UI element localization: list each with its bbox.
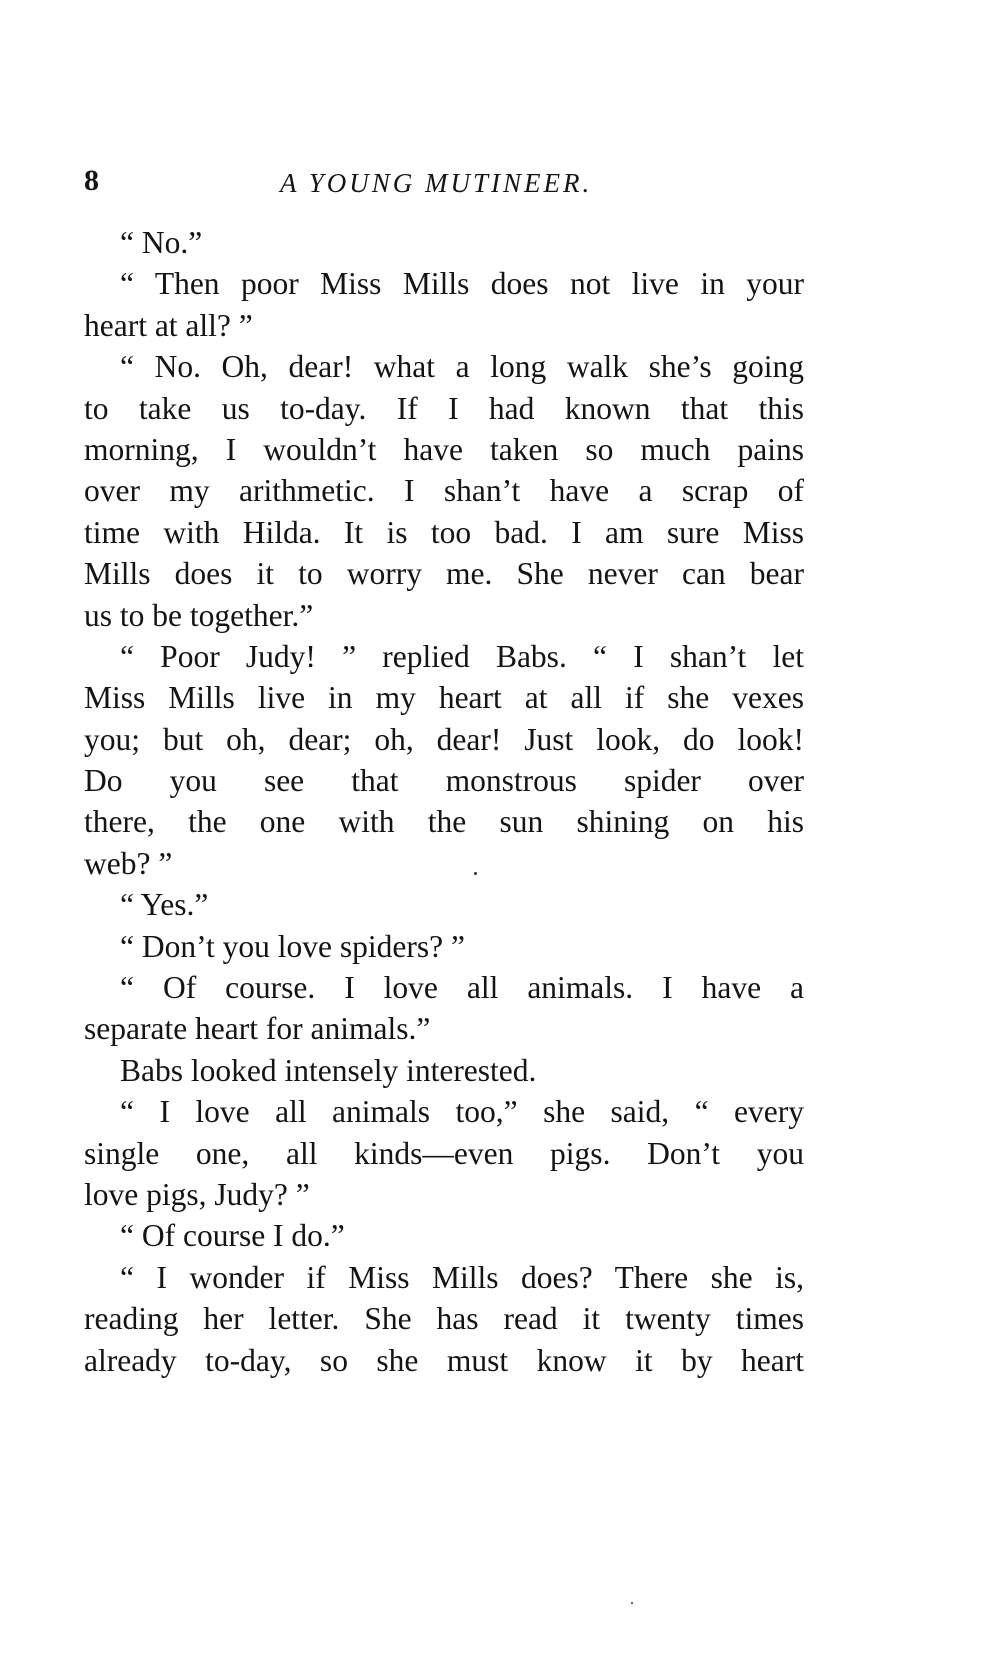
text-line: Do you see that monstrous spider over — [84, 763, 804, 799]
text-line: “ Of course. I love all animals. I have a — [120, 970, 804, 1006]
print-speck — [631, 1602, 633, 1604]
print-speck — [474, 872, 477, 875]
text-line: “ No. Oh, dear! what a long walk she’s going — [120, 349, 804, 385]
text-line: “ I love all animals too,” she said, “ every — [120, 1094, 804, 1130]
text-line: Miss Mills live in my heart at all if she vexes — [84, 680, 804, 716]
text-line: “ Of course I do.” — [120, 1218, 345, 1254]
text-line: Mills does it to worry me. She never can bear — [84, 556, 804, 592]
text-line: love pigs, Judy? ” — [84, 1176, 310, 1212]
text-line: Babs looked intensely interested. — [120, 1052, 537, 1088]
text-line: there, the one with the sun shining on his — [84, 804, 804, 840]
text-line: heart at all? ” — [84, 307, 253, 343]
text-line: “ No.” — [120, 225, 203, 260]
text-line: single one, all kinds—even pigs. Don’t you — [84, 1135, 804, 1171]
text-line: “ Don’t you love spiders? ” — [120, 928, 465, 964]
text-line: us to be together.” — [84, 597, 314, 633]
text-line: you; but oh, dear; oh, dear! Just look, do look! — [84, 721, 804, 757]
text-line: “ Yes.” — [120, 887, 209, 923]
text-line: morning, I wouldn’t have taken so much pains — [84, 431, 804, 467]
text-line: separate heart for animals.” — [84, 1011, 431, 1047]
text-line: “ Poor Judy! ” replied Babs. “ I shan’t let — [120, 638, 804, 674]
text-line: reading her letter. She has read it twenty times — [84, 1301, 804, 1337]
running-title: A YOUNG MUTINEER. — [280, 168, 593, 198]
text-line: “ I wonder if Miss Mills does? There she is, — [120, 1259, 804, 1295]
text-line: web? ” — [84, 845, 173, 881]
text-line: time with Hilda. It is too bad. I am sure Miss — [84, 514, 804, 550]
text-line: to take us to-day. If I had known that this — [84, 390, 804, 426]
page-number: 8 — [84, 164, 99, 197]
text-line: already to-day, so she must know it by heart — [84, 1342, 804, 1378]
body-text — [84, 222, 804, 1381]
text-line: “ Then poor Miss Mills does not live in your — [120, 266, 804, 302]
text-line: over my arithmetic. I shan’t have a scrap of — [84, 473, 804, 509]
